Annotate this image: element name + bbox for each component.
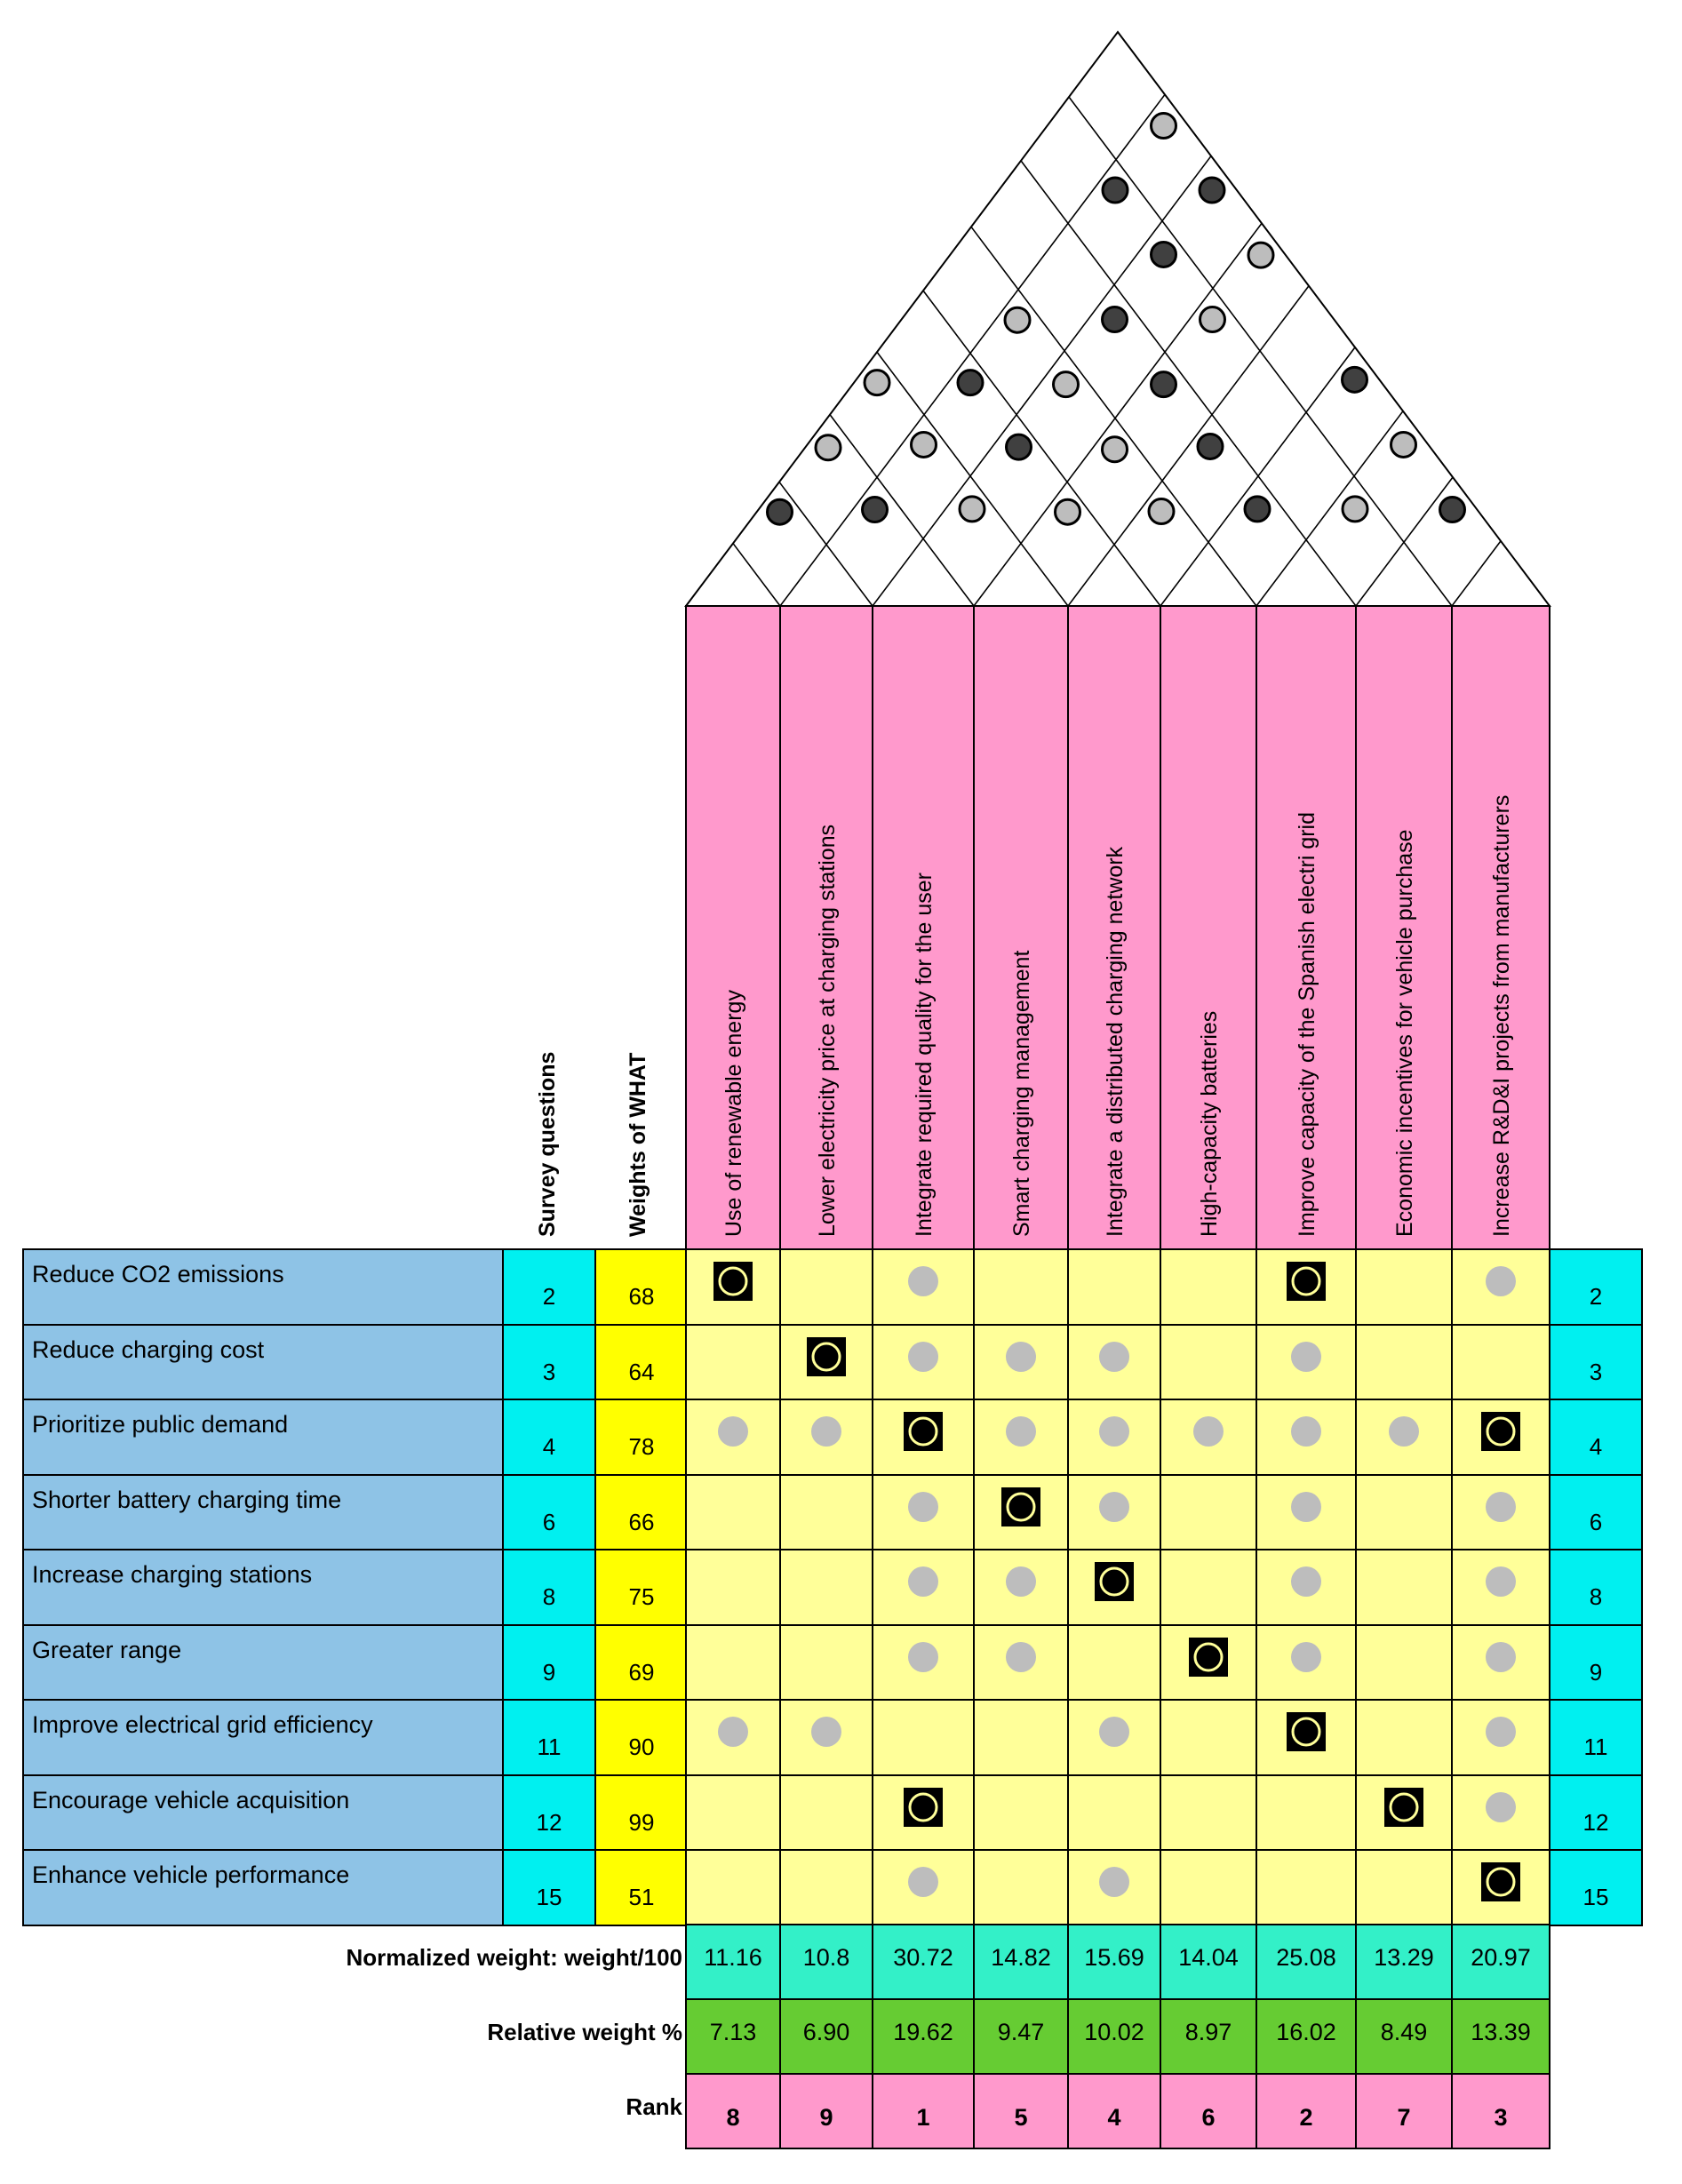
weak-relationship-symbol	[1486, 1566, 1516, 1597]
weight-value: 99	[628, 1809, 655, 1836]
strong-relationship-circle	[720, 1268, 746, 1295]
weight-value: 69	[628, 1659, 655, 1686]
weak-relationship-symbol	[1291, 1342, 1321, 1372]
strong-relationship-circle	[1195, 1644, 1222, 1670]
survey-number: 4	[542, 1433, 556, 1460]
strong-correlation-dot	[1103, 178, 1128, 203]
strong-relationship-circle	[910, 1418, 937, 1445]
right-survey-number: 6	[1589, 1509, 1603, 1535]
survey-number: 2	[542, 1283, 556, 1310]
how-label: Increase R&D&I projects from manufacturers	[1489, 794, 1514, 1237]
weak-relationship-symbol	[1486, 1717, 1516, 1747]
right-survey-number: 11	[1583, 1734, 1608, 1760]
how-label: Lower electricity price at charging stations	[815, 824, 840, 1237]
weak-correlation-dot	[1103, 437, 1128, 462]
relative-weight-row	[487, 1999, 1550, 2074]
relationship-cell	[780, 1625, 873, 1700]
normalized-weight-label: Normalized weight: weight/100	[346, 1944, 682, 1971]
weight-value: 90	[628, 1734, 655, 1760]
relative-weight-value: 13.39	[1471, 2019, 1531, 2045]
relationship-cell	[1356, 1249, 1452, 1325]
relationship-cell	[1068, 1775, 1160, 1850]
weak-relationship-symbol	[908, 1492, 938, 1522]
relationship-cell	[1356, 1850, 1452, 1925]
relationship-cell	[686, 1625, 780, 1700]
relative-weight-value: 16.02	[1276, 2019, 1336, 2045]
what-label: Encourage vehicle acquisition	[32, 1787, 350, 1813]
strong-correlation-dot	[1245, 497, 1270, 522]
relationship-cell	[974, 1249, 1068, 1325]
weak-relationship-symbol	[1389, 1416, 1419, 1447]
strong-relationship-circle	[1293, 1718, 1319, 1745]
rank-value: 7	[1397, 2104, 1411, 2131]
relationship-cell	[780, 1775, 873, 1850]
normalized-weight-value: 30.72	[893, 1944, 953, 1971]
what-label: Increase charging stations	[32, 1561, 313, 1588]
weak-relationship-symbol	[908, 1642, 938, 1672]
strong-correlation-dot	[1152, 242, 1176, 267]
relationship-cell	[1356, 1325, 1452, 1399]
weight-value: 68	[628, 1283, 655, 1310]
rank-value: 3	[1494, 2104, 1508, 2131]
what-label: Shorter battery charging time	[32, 1487, 342, 1513]
normalized-weight-value: 14.04	[1178, 1944, 1239, 1971]
how-label: Use of renewable energy	[721, 990, 746, 1237]
survey-number: 8	[542, 1583, 556, 1610]
weak-correlation-dot	[865, 371, 889, 395]
weak-correlation-dot	[960, 497, 984, 522]
what-label: Improve electrical grid efficiency	[32, 1711, 373, 1738]
relative-weight-value: 19.62	[893, 2019, 953, 2045]
strong-correlation-dot	[1103, 307, 1128, 332]
how-label: Improve capacity of the Spanish electri grid	[1295, 811, 1319, 1237]
right-survey-number: 8	[1589, 1583, 1603, 1610]
weak-relationship-symbol	[1099, 1717, 1129, 1747]
weak-relationship-symbol	[1291, 1566, 1321, 1597]
rank-value: 5	[1014, 2104, 1028, 2131]
relationship-cell	[1068, 1249, 1160, 1325]
what-row	[23, 1550, 1642, 1625]
strong-relationship-circle	[1487, 1869, 1514, 1895]
weak-relationship-symbol	[908, 1342, 938, 1372]
weak-relationship-symbol	[1006, 1642, 1036, 1672]
weak-relationship-symbol	[811, 1416, 841, 1447]
strong-relationship-circle	[1293, 1268, 1319, 1295]
how-label: Integrate a distributed charging network	[1103, 846, 1128, 1237]
weight-value: 78	[628, 1433, 655, 1460]
weak-relationship-symbol	[908, 1266, 938, 1296]
relationship-cell	[1160, 1475, 1256, 1550]
weak-relationship-symbol	[908, 1867, 938, 1897]
how-label: High-capacity batteries	[1197, 1010, 1222, 1237]
weak-relationship-symbol	[1486, 1642, 1516, 1672]
weight-value: 66	[628, 1509, 655, 1535]
normalized-weight-value: 13.29	[1374, 1944, 1434, 1971]
normalized-weight-value: 14.82	[991, 1944, 1051, 1971]
relative-weight-value: 8.49	[1380, 2019, 1428, 2045]
relationship-cell	[1256, 1850, 1356, 1925]
weak-relationship-symbol	[1099, 1867, 1129, 1897]
relationship-cell	[780, 1850, 873, 1925]
strong-correlation-dot	[1343, 367, 1367, 392]
normalized-weight-value: 10.8	[802, 1944, 850, 1971]
normalized-weight-value: 11.16	[704, 1944, 762, 1971]
relationship-cell	[686, 1850, 780, 1925]
relationship-cell	[1356, 1625, 1452, 1700]
weak-correlation-dot	[1152, 114, 1176, 139]
relative-weight-value: 8.97	[1184, 2019, 1232, 2045]
what-label: Prioritize public demand	[32, 1411, 289, 1438]
relationship-cell	[873, 1700, 974, 1775]
weak-relationship-symbol	[718, 1717, 748, 1747]
weak-correlation-dot	[1005, 307, 1030, 332]
relative-weight-value: 7.13	[709, 2019, 757, 2045]
relationship-cell	[1160, 1325, 1256, 1399]
strong-relationship-circle	[910, 1794, 937, 1821]
strong-correlation-dot	[1152, 372, 1176, 397]
survey-number: 12	[536, 1809, 562, 1836]
weak-correlation-dot	[1054, 372, 1079, 397]
weight-value: 64	[628, 1359, 655, 1385]
right-survey-number: 3	[1589, 1359, 1603, 1385]
how-label: Smart charging management	[1009, 950, 1034, 1237]
weak-relationship-symbol	[1486, 1492, 1516, 1522]
relationship-cell	[1356, 1550, 1452, 1625]
relative-weight-value: 9.47	[997, 2019, 1045, 2045]
relative-weight-value: 10.02	[1084, 2019, 1144, 2045]
rank-label: Rank	[626, 2093, 682, 2120]
weak-relationship-symbol	[1486, 1792, 1516, 1822]
strong-correlation-dot	[1200, 178, 1224, 203]
weak-relationship-symbol	[1099, 1492, 1129, 1522]
strong-correlation-dot	[1007, 434, 1032, 459]
survey-questions-header: Survey questions	[535, 1051, 560, 1237]
weak-correlation-dot	[1248, 243, 1273, 267]
relationship-cell	[1160, 1550, 1256, 1625]
weight-value: 51	[628, 1884, 655, 1910]
what-rows	[23, 1249, 1642, 1925]
relationship-cell	[1160, 1850, 1256, 1925]
weak-relationship-symbol	[811, 1717, 841, 1747]
what-row	[23, 1850, 1642, 1925]
relationship-cell	[686, 1550, 780, 1625]
weights-of-what-header: Weights of WHAT	[626, 1052, 650, 1237]
strong-relationship-circle	[1487, 1418, 1514, 1445]
relative-weight-value: 6.90	[802, 2019, 850, 2045]
relationship-cell	[1452, 1325, 1550, 1399]
rank-value: 4	[1107, 2104, 1121, 2131]
relationship-cell	[780, 1475, 873, 1550]
strong-relationship-circle	[813, 1343, 840, 1370]
strong-correlation-dot	[1198, 434, 1223, 458]
weak-relationship-symbol	[1291, 1642, 1321, 1672]
strong-relationship-circle	[1391, 1794, 1417, 1821]
weak-correlation-dot	[1343, 497, 1367, 522]
what-row	[23, 1625, 1642, 1700]
what-row	[23, 1775, 1642, 1850]
right-survey-number: 4	[1589, 1433, 1603, 1460]
rank-value: 9	[819, 2104, 833, 2131]
survey-number: 9	[542, 1659, 556, 1686]
relationship-cell	[974, 1700, 1068, 1775]
weak-correlation-dot	[816, 435, 841, 460]
weak-relationship-symbol	[1006, 1566, 1036, 1597]
what-label: Reduce CO2 emissions	[32, 1261, 284, 1287]
survey-number: 11	[537, 1734, 562, 1760]
strong-correlation-dot	[958, 371, 983, 395]
what-label: Reduce charging cost	[32, 1336, 265, 1363]
relationship-cell	[1160, 1700, 1256, 1775]
weak-relationship-symbol	[1006, 1416, 1036, 1447]
weak-correlation-dot	[912, 432, 937, 457]
weak-correlation-dot	[1200, 307, 1225, 332]
relationship-cell	[686, 1775, 780, 1850]
what-row	[23, 1475, 1642, 1550]
what-label: Enhance vehicle performance	[32, 1861, 350, 1888]
relationship-cell	[780, 1249, 873, 1325]
relationship-cell	[1356, 1475, 1452, 1550]
what-row	[23, 1249, 1642, 1325]
what-label: Greater range	[32, 1637, 182, 1663]
relationship-cell	[1068, 1625, 1160, 1700]
weak-correlation-dot	[1056, 499, 1080, 524]
relationship-cell	[780, 1550, 873, 1625]
relationship-cell	[1256, 1775, 1356, 1850]
right-survey-number: 15	[1582, 1884, 1609, 1910]
weak-relationship-symbol	[1099, 1342, 1129, 1372]
correlation-roof	[686, 32, 1550, 606]
relationship-cell	[974, 1850, 1068, 1925]
strong-relationship-circle	[1101, 1568, 1128, 1595]
how-label: Integrate required quality for the user	[912, 873, 937, 1237]
weak-relationship-symbol	[1291, 1416, 1321, 1447]
relationship-cell	[686, 1475, 780, 1550]
what-row	[23, 1700, 1642, 1775]
weak-relationship-symbol	[718, 1416, 748, 1447]
weak-relationship-symbol	[1193, 1416, 1224, 1447]
relationship-cell	[1160, 1249, 1256, 1325]
survey-number: 6	[542, 1509, 556, 1535]
relationship-cell	[1160, 1775, 1256, 1850]
relationship-cell	[686, 1325, 780, 1399]
how-label: Economic incentives for vehicle purchase	[1392, 829, 1417, 1237]
relationship-cell	[1356, 1700, 1452, 1775]
rank-value: 2	[1299, 2104, 1313, 2131]
strong-correlation-dot	[1440, 498, 1465, 522]
normalized-weight-value: 15.69	[1084, 1944, 1144, 1971]
survey-number: 3	[542, 1359, 556, 1385]
weak-correlation-dot	[1149, 499, 1174, 524]
what-row	[23, 1325, 1642, 1399]
relative-weight-label: Relative weight %	[487, 2019, 682, 2045]
how-header	[686, 606, 1550, 1249]
weak-correlation-dot	[1391, 432, 1416, 457]
what-row	[23, 1399, 1642, 1475]
strong-correlation-dot	[768, 499, 793, 524]
rank-row	[626, 2074, 1550, 2148]
normalized-weight-value: 25.08	[1276, 1944, 1336, 1971]
normalized-weight-row	[346, 1925, 1550, 1999]
strong-correlation-dot	[863, 498, 888, 522]
weight-value: 75	[628, 1583, 655, 1610]
weak-relationship-symbol	[1291, 1492, 1321, 1522]
weak-relationship-symbol	[1006, 1342, 1036, 1372]
right-survey-number: 2	[1589, 1283, 1603, 1310]
rank-value: 1	[916, 2104, 930, 2131]
right-survey-number: 9	[1589, 1659, 1603, 1686]
rank-value: 6	[1201, 2104, 1216, 2131]
normalized-weight-value: 20.97	[1471, 1944, 1531, 1971]
relationship-cell	[974, 1775, 1068, 1850]
weak-relationship-symbol	[1099, 1416, 1129, 1447]
weak-relationship-symbol	[1486, 1266, 1516, 1296]
right-survey-number: 12	[1582, 1809, 1609, 1836]
survey-number: 15	[536, 1884, 562, 1910]
weak-relationship-symbol	[908, 1566, 938, 1597]
rank-value: 8	[726, 2104, 740, 2131]
strong-relationship-circle	[1008, 1494, 1034, 1520]
